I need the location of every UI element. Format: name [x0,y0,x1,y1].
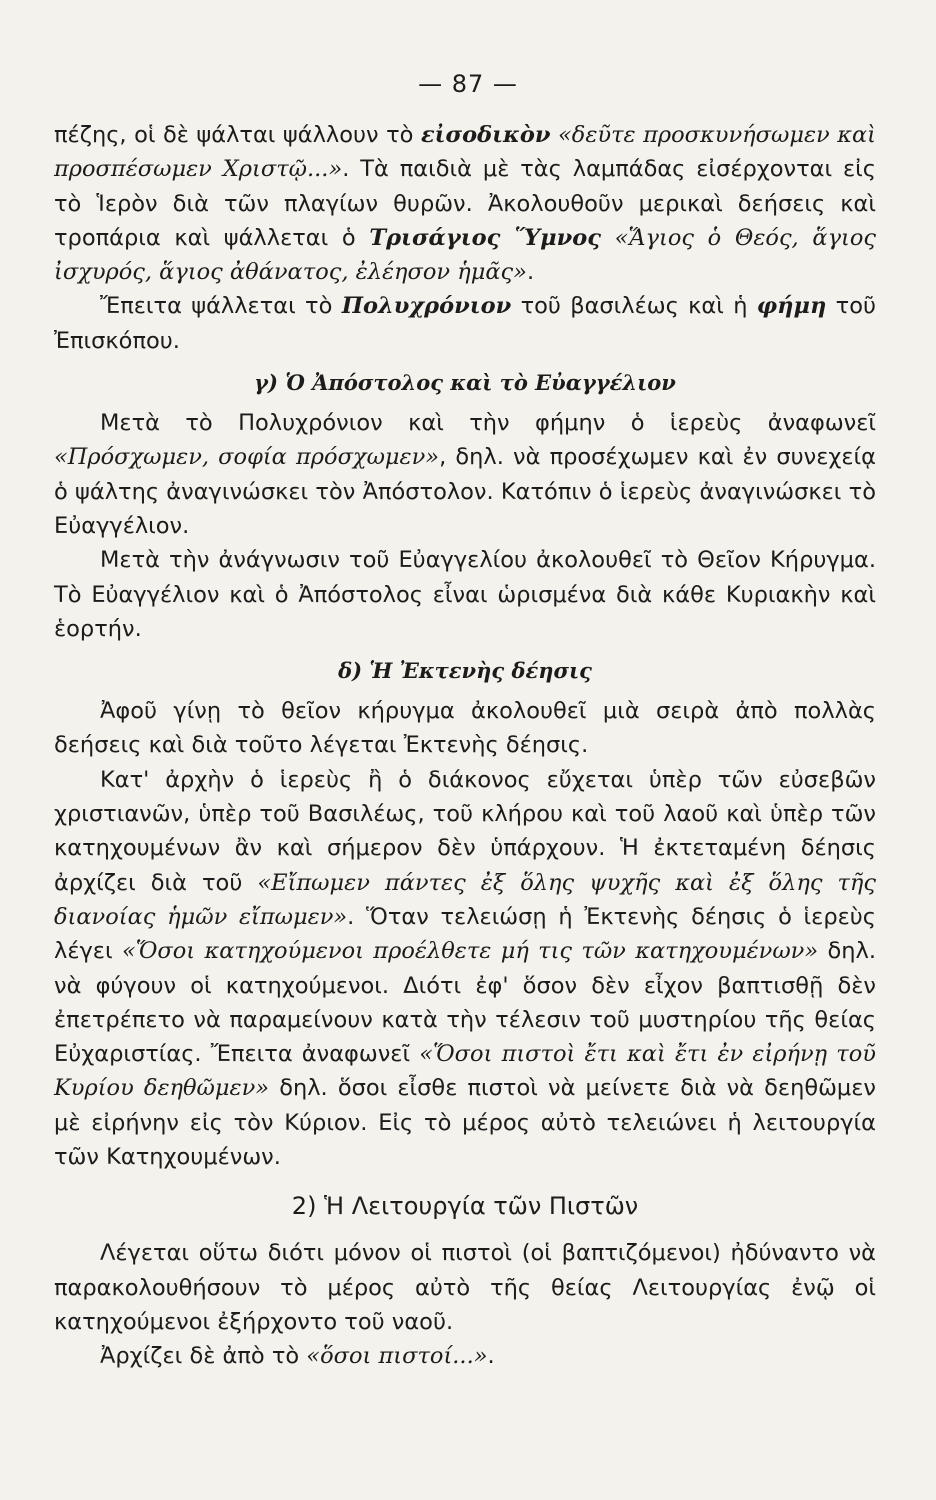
quote-osoi-pistoi-eti: «Ὅσοι πιστοὶ ἔτι καὶ ἔτι ἐν εἰρήνῃ τοῦ Κυρίου δεηθῶμεν» [54,1041,876,1102]
paragraph-proschomen [54,406,876,543]
quote-proschomen: «Πρόσχωμεν, σοφία πρόσχωμεν» [54,444,440,471]
quote-eipomen: «Εἴπωμεν πάντες ἐξ ὅλης ψυχῆς καὶ ἐξ ὅλης τῆς διανοίας ἡμῶν εἴπωμεν» [54,869,876,930]
quote-agios: «Ἅγιος ὁ Θεός, ἅγιος ἰσχυρός, ἅγιος ἀθάνατος, ἐλέησον ἡμᾶς» [54,224,876,286]
term-trisagios: Τρισάγιος Ὕμνος [369,224,601,251]
term-fimi: φήμη [756,293,827,320]
text-run: δηλ. νὰ φύγουν οἱ κατηχούμενοι. Διότι ἐφ' ὅσον δὲν εἶχον βαπτισθῇ δὲν ἐπετρέπετο νὰ παραμείνουν κατὰ τὴν τέλεσιν τοῦ μυστηρίου τῆς θείας Εὐχαριστίας. Ἔπειτα ἀναφωνεῖ [54,938,876,1068]
text-run: . [487,1343,495,1370]
text-run: τοῦ Ἐπισκόπου. [54,293,877,354]
text-run: . Ὅταν τελειώσῃ ἡ Ἐκτενὴς δέησις ὁ ἱερεὺς λέγει [54,903,876,965]
paragraph-eisodikon [54,118,876,289]
text-run: Μετὰ τὸ Πολυχρόνιον καὶ τὴν φήμην ὁ ἱερεὺς ἀναφωνεῖ [100,410,876,437]
text-run: , δηλ. νὰ προσέχωμεν καὶ ἐν συνεχείᾳ ὁ ψάλτης ἀναγινώσκει τὸν Ἀπόστολον. Κατόπιν ὁ ἱερεὺς ἀναγινώσκει τὸ Εὐαγγέλιον. [54,444,876,539]
paragraph-archizei [54,1339,876,1373]
section-heading-leitourgia-piston: 2) Ἡ Λειτουργία τῶν Πιστῶν [291,1192,639,1221]
quote-osoi-katichoumenoi: «Ὅσοι κατηχούμενοι προέλθετε μή τις τῶν κατηχουμένων» [121,938,819,965]
text-run: Κατ' ἀρχὴν ὁ ἱερεὺς ἢ ὁ διάκονος εὔχεται ὑπὲρ τῶν εὐσεβῶν χριστιανῶν, ὑπὲρ τοῦ Βασιλέως, τοῦ κλήρου καὶ τοῦ λαοῦ καὶ ὑπὲρ τῶν κατηχουμένων ἂν καὶ σήμερον δὲν ὑπάρχουν. Ἡ ἐκτεταμένη δέησις ἀρχίζει διὰ τοῦ [54,766,876,896]
paragraph-leitourgia-piston: Λέγεται οὕτω διότι μόνον οἱ πιστοὶ (οἱ βαπτιζόμενοι) ἠδύναντο νὰ παρακολουθήσουν τὸ μέρος αὐτὸ τῆς θείας Λειτουργίας ἐνῷ οἱ κατηχούμενοι ἐξήρχοντο τοῦ ναοῦ. [54,1240,876,1335]
paragraph-kerygma: Μετὰ τὴν ἀνάγνωσιν τοῦ Εὐαγγελίου ἀκολουθεῖ τὸ Θεῖον Κήρυγμα. Τὸ Εὐαγγέλιον καὶ ὁ Ἀπόστολος εἶναι ὡρισμένα διὰ κάθε Κυριακὴν καὶ ἑορτήν. [54,547,876,642]
section-heading-ektenis: δ) Ἡ Ἐκτενὴς δέησις [338,658,592,684]
paragraph-ektenis-intro: Ἀφοῦ γίνῃ τὸ θεῖον κήρυγμα ἀκολουθεῖ μιὰ σειρὰ ἀπὸ πολλὰς δεήσεις καὶ διὰ τοῦτο λέγεται Ἐκτενὴς δέησις. [54,698,876,759]
text-run: τοῦ βασιλέως καὶ ἡ [511,293,757,320]
term-polychronion: Πολυχρόνιον [341,293,512,320]
paragraph-ektenis-body [54,763,876,1175]
quote-osoi-pistoi: «ὅσοι πιστοί...» [306,1343,488,1370]
paragraph-polychronion [54,289,876,358]
term-eisodikon: εἰσοδικὸν [420,122,551,148]
text-run: . Τὰ παιδιὰ μὲ τὰς λαμπάδας εἰσέρχονται εἰς τὸ Ἱερὸν διὰ τῶν πλαγίων θυρῶν. Ἀκολουθοῦν μερικαὶ δεήσεις καὶ τροπάρια καὶ ψάλλεται ὁ [54,156,876,251]
text-run: δηλ. ὅσοι εἶσθε πιστοὶ νὰ μείνετε διὰ νὰ δεηθῶμεν μὲ εἰρήνην εἰς τὸν Κύριον. Εἰς τὸ μέρος αὐτὸ τελειώνει ἡ λειτουργία τῶν Κατηχουμένων. [54,1075,876,1171]
page-number: — 87 — [418,70,518,98]
text-run: πέζης, οἱ δὲ ψάλται ψάλλουν τὸ [54,122,421,148]
section-heading-apostolos: γ) Ὁ Ἀπόστολος καὶ τὸ Εὐαγγέλιον [254,370,676,396]
quote-deute: «δεῦτε προσκυνήσωμεν καὶ προσπέσωμεν Χριστῷ...» [54,122,876,183]
text-run: . [526,259,535,286]
body-text [54,118,876,1374]
text-run: Ἔπειτα ψάλλεται τὸ [100,293,342,320]
text-run: Ἀρχίζει δὲ ἀπὸ τὸ [100,1343,307,1370]
